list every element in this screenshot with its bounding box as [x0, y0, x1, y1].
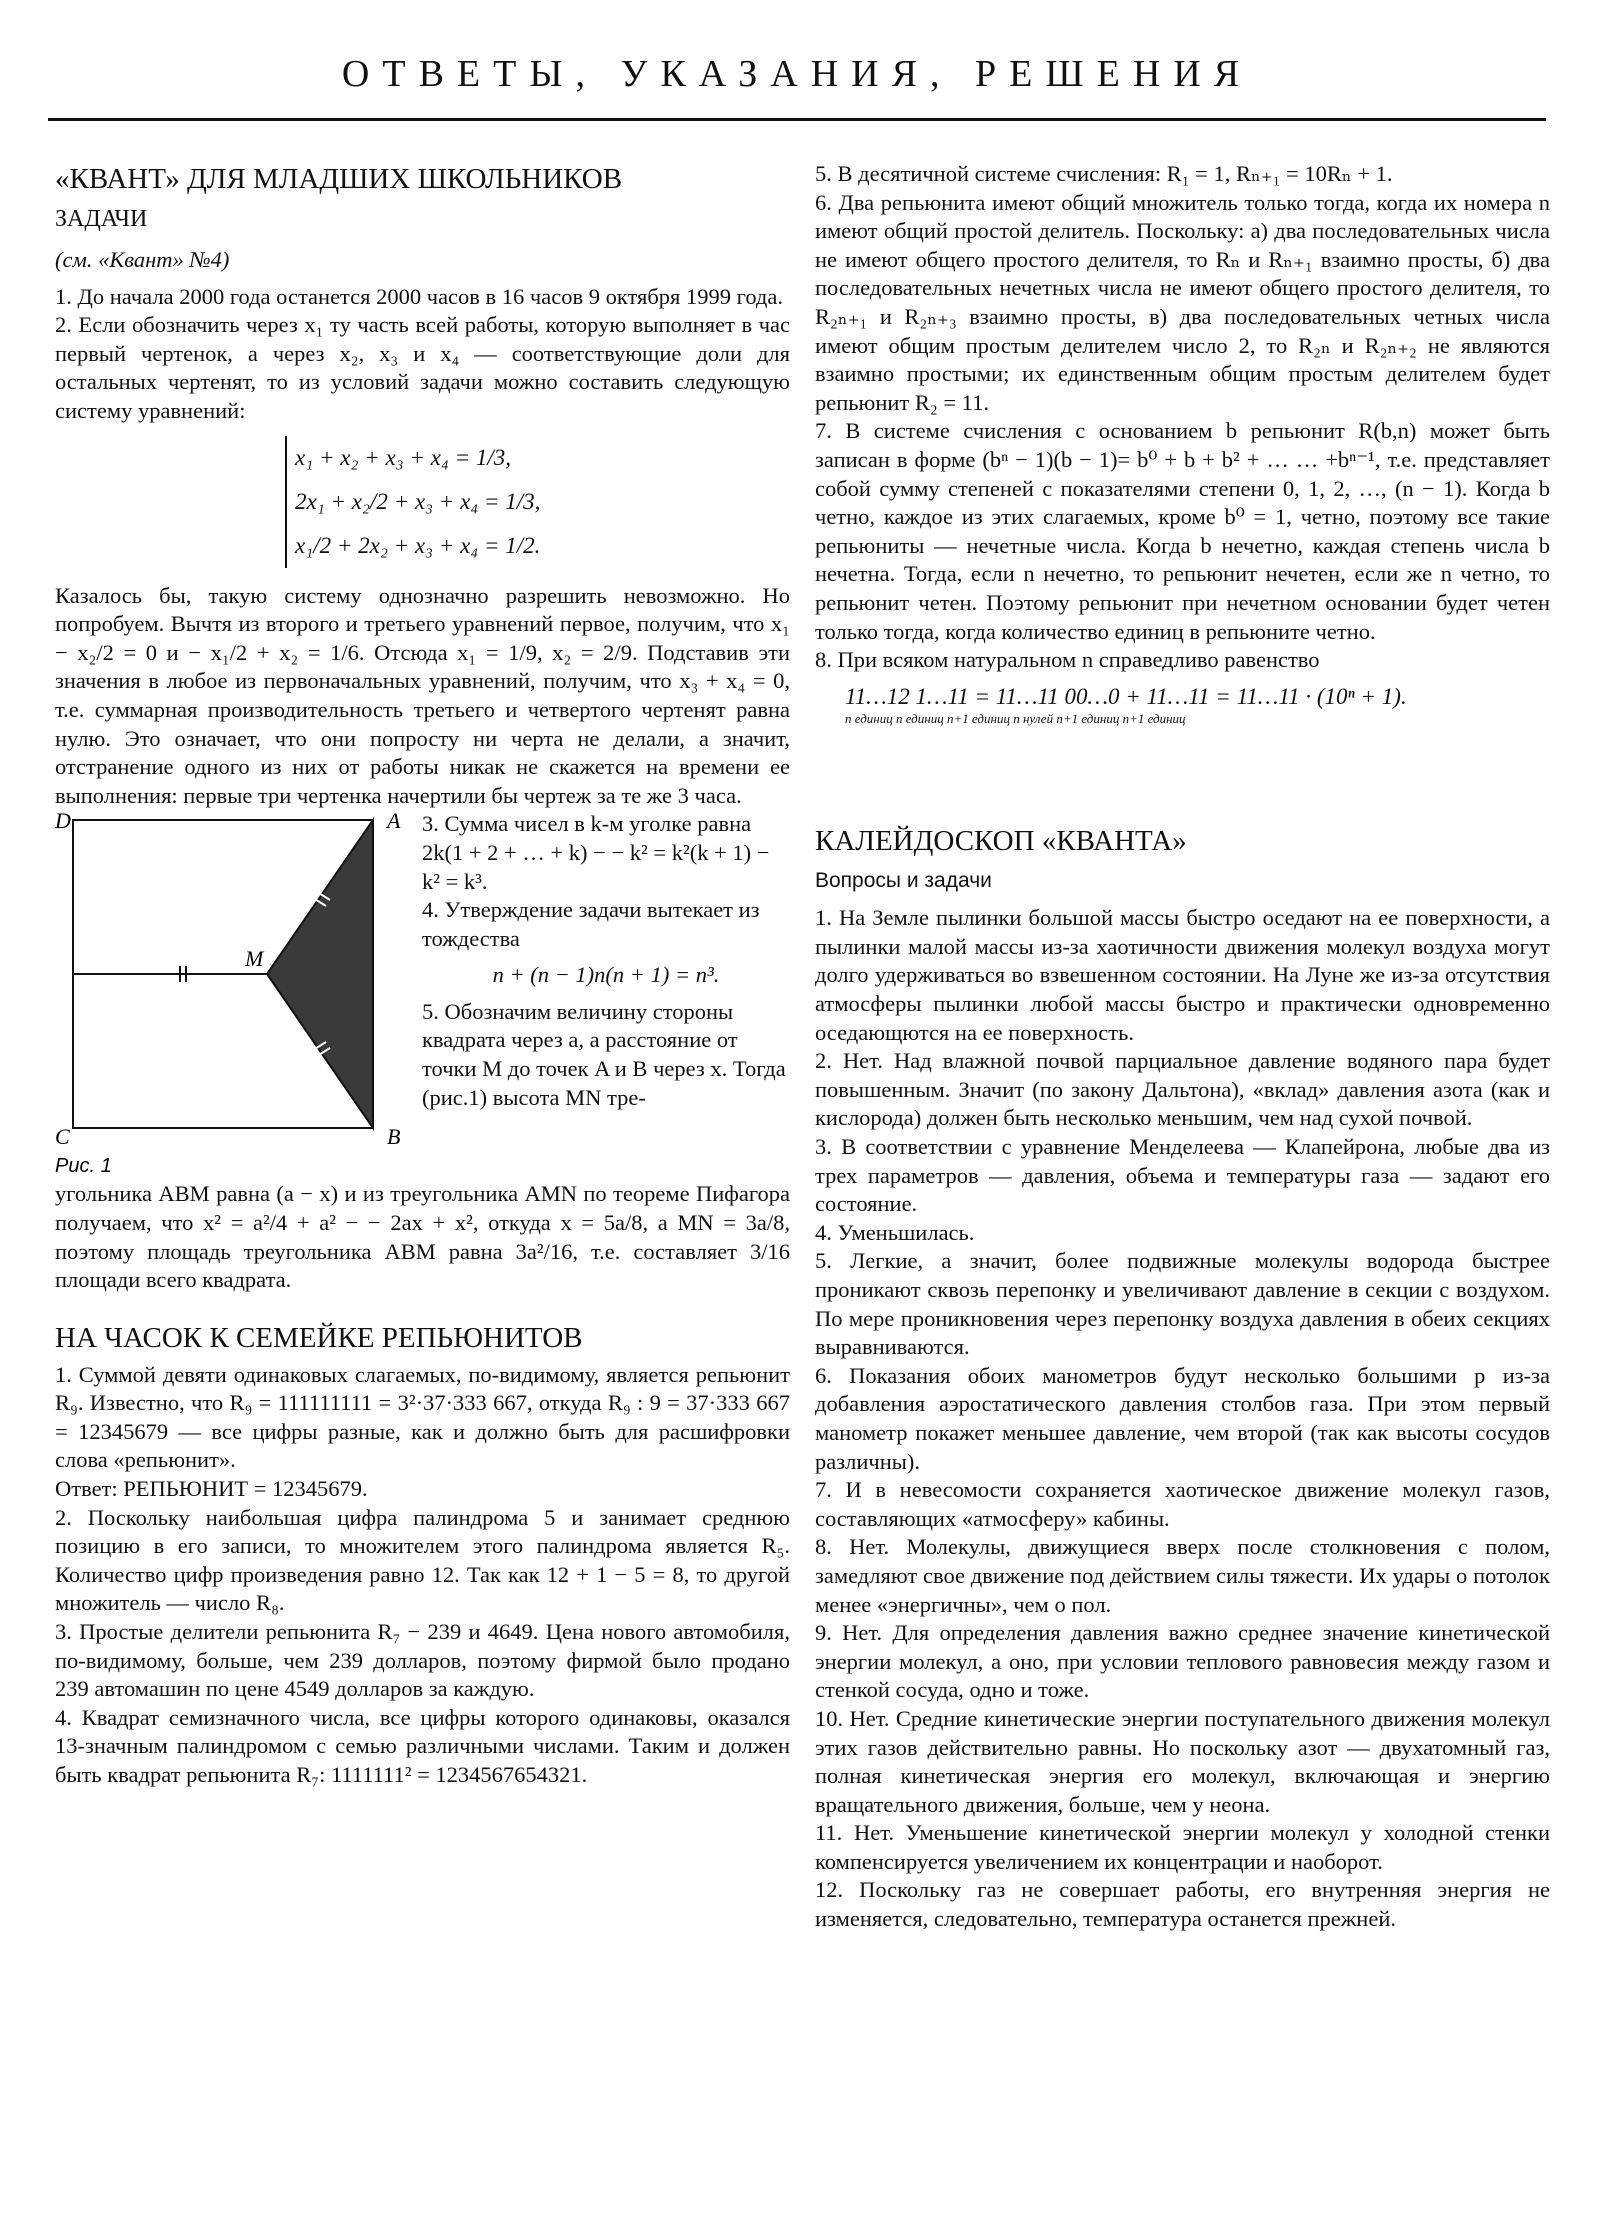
- issue-reference: (см. «Квант» №4): [55, 247, 230, 272]
- section-title-kvant-junior: «КВАНТ» ДЛЯ МЛАДШИХ ШКОЛЬНИКОВ: [55, 163, 623, 195]
- kaleidoscope-10: 10. Нет. Средние кинетические энергии поступательного движения молекул этих газов действительно равны. Но поскольку азот — двухатомный газ, полная кинетическая энергия его молекул, включающая и энергию вращательного движения, больше, чем у неона.: [815, 1705, 1550, 1817]
- subsection-title-problems: ЗАДАЧИ: [55, 206, 148, 232]
- repunit-8-equality: 11…12 1…11 = 11…11 00…0 + 11…11 = 11…11 · (10ⁿ + 1).: [845, 683, 1407, 709]
- label-a: A: [387, 810, 401, 834]
- kaleidoscope-9: 9. Нет. Для определения давления важно среднее значение кинетической энергии молекул, а оно, при условии теплового равновесия между газом и стенкой сосуда, одно и тоже.: [815, 1620, 1550, 1703]
- section-title-kaleidoscope: КАЛЕЙДОСКОП «КВАНТА»: [815, 825, 1187, 858]
- repunit-8: 8. При всяком натуральном n справедливо равенство: [815, 647, 1320, 673]
- kaleidoscope-3: 3. В соответствии с уравнение Менделеева — Клапейрона, любые два из трех параметров — давления, объема и температуры газа — задают его состояние.: [815, 1134, 1550, 1217]
- figure-caption: Рис. 1: [55, 1155, 112, 1178]
- answer-5-rest: угольника ABM равна (a − x) и из треугольника AMN по теореме Пифагора получаем, что x² = a²/4 + a² − − 2ax + x², откуда x = 5a/8, а MN = 3a/8, поэтому площадь треугольника ABM равна 3a²/16, т.е. составляет 3/16 площади всего квадрата.: [55, 1181, 790, 1293]
- figure-side-text: [422, 810, 790, 1112]
- repunit-5: 5. В десятичной системе счисления: R₁ = 1, Rₙ₊₁ = 10Rₙ + 1.: [815, 161, 1393, 186]
- equation-system: [285, 436, 585, 568]
- left-column: [55, 160, 790, 1790]
- repunit-7: 7. В системе счисления с основанием b репьюнит R(b,n) может быть записан в форме (bⁿ − 1)(b − 1)= b⁰ + b + b² + … … +bⁿ⁻¹, т.е. представляет собой сумму степеней с показателями степени 0, 1, 2, …, (n − 1). Когда b четно, каждое из этих слагаемых, кроме b⁰ = 1, четно, поэтому все такие репьюниты — нечетные числа. Когда b нечетно, каждая степень числа b нечетна. Тогда, если n нечетно, то репьюнит нечетен, если же n четно, то репьюнит четен. Поэтому репьюнит при нечетном основании будет четен только тогда, когда количество единиц в репьюните четно.: [815, 418, 1550, 644]
- header-rule: [48, 118, 1546, 121]
- kaleidoscope-11: 11. Нет. Уменьшение кинетической энергии молекул у холодной стенки компенсируется увеличением их концентрации и наоборот.: [815, 1820, 1550, 1874]
- equation-2: 2x₁ + x₂/2 + x₃ + x₄ = 1/3,: [295, 488, 541, 514]
- label-m: M: [245, 946, 264, 972]
- kaleidoscope-6: 6. Показания обоих манометров будут несколько большими p из-за добавления аэростатического давления столбов газа. При этом первый манометр покажет меньшее давление, чем второй (так как высоты сосудов различны).: [815, 1362, 1550, 1474]
- repunit-4: 4. Квадрат семизначного числа, все цифры которого одинаковы, оказался 13-значным палиндромом с семью различными числами. Таким и должен быть квадрат репьюнита R₇: 1111111² = 1234567654321.: [55, 1704, 790, 1787]
- page-header: ОТВЕТЫ, УКАЗАНИЯ, РЕШЕНИЯ: [341, 53, 1253, 95]
- answer-3: 3. Сумма чисел в k-м уголке равна 2k(1 + 2 + … + k) − − k² = k²(k + 1) − k² = k³.: [422, 811, 770, 894]
- figure-1-square-diagram: [55, 810, 415, 1180]
- subsection-questions: Вопросы и задачи: [815, 869, 992, 893]
- repunit-6: 6. Два репьюнита имеют общий множитель только тогда, когда их номера n имеют общий простой делитель. Поскольку: а) два последовательных числа не имеют общего простого делителя, то Rₙ и Rₙ₊₁ взаимно просты, б) два последовательных нечетных числа не имеют общего простого делителя, то R₂ₙ₊₁ и R₂ₙ₊₃ взаимно просты, в) два последовательных четных числа имеют общим простым делителем число 2, то R₂ₙ и R₂ₙ₊₂ не являются взаимно простыми; их единственным общим простым делителем будет репьюнит R₂ = 11.: [815, 189, 1550, 415]
- label-c: C: [55, 1124, 70, 1150]
- repunit-1: 1. Суммой девяти одинаковых слагаемых, по-видимому, является репьюнит R₉. Известно, что R₉ = 111111111 = 3²·37·333 667, откуда R₉ : 9 = 37·333 667 = 12345679 — все цифры разные, как и должно быть для расшифровки слова «репьюнит».: [55, 1361, 790, 1473]
- kaleidoscope-1: 1. На Земле пылинки большой массы быстро оседают на ее поверхности, а пылинки малой массы из-за хаотичности движения молекул воздуха могут долго удерживаться во взвешенном состоянии. На Луне же из-за отсутствия атмосферы пылинки любой массы быстро и практически одновременно оседающются на ее поверхность.: [815, 905, 1550, 1045]
- label-b: B: [387, 1124, 401, 1150]
- answer-5-start: 5. Обозначим величину стороны квадрата через a, а расстояние от точки M до точек A и B через x. Тогда (рис.1) высота MN тре-: [422, 998, 786, 1110]
- kaleidoscope-5: 5. Легкие, а значит, более подвижные молекулы водорода быстрее проникают сквозь перепонку и увеличивают давление в секции с воздухом. По мере проникновения через перепонку воздуха давления в обеих секциях выравниваются.: [815, 1248, 1550, 1360]
- kaleidoscope-12: 12. Поскольку газ не совершает работы, его внутренняя энергия не изменяется, следовательно, температура останется прежней.: [815, 1877, 1550, 1932]
- figure-block: [55, 810, 790, 1180]
- repunit-2: 2. Поскольку наибольшая цифра палиндрома 5 и занимает среднюю позицию в его записи, то множителем этого палиндрома является R₅. Количество цифр произведения равно 12. Так как 12 + 1 − 5 = 8, то другой множитель — число R₈.: [55, 1504, 790, 1616]
- kaleidoscope-7: 7. И в невесомости сохраняется хаотическое движение молекул газов, составляющих «атмосферу» кабины.: [815, 1477, 1550, 1531]
- label-d: D: [55, 810, 71, 834]
- equation-1: x₁ + x₂ + x₃ + x₄ = 1/3,: [295, 444, 512, 470]
- answer-4-identity: n + (n − 1)n(n + 1) = n³.: [492, 962, 720, 988]
- kaleidoscope-4: 4. Уменьшилась.: [815, 1219, 975, 1245]
- kaleidoscope-2: 2. Нет. Над влажной почвой парциальное давление водяного пара будет повышенным. Значит (по закону Дальтона), «вклад» давления азота (как и кислорода) должен быть несколько меньшим, чем над сухой почвой.: [815, 1048, 1550, 1131]
- equation-3: x₁/2 + 2x₂ + x₃ + x₄ = 1/2.: [295, 532, 541, 558]
- answer-2: 2. Если обозначить через x₁ ту часть всей работы, которую выполняет в час первый чертенок, а через x₂, x₃ и x₄ — соответствующие доли для остальных чертенят, то из условий задачи можно составить следующую систему уравнений:: [55, 312, 790, 423]
- repunit-3: 3. Простые делители репьюнита R₇ − 239 и 4649. Цена нового автомобиля, по-видимому, больше, чем 239 долларов, поэтому фирмой было продано 239 автомашин по цене 4549 долларов за каждую.: [55, 1619, 790, 1702]
- section-title-repunits: НА ЧАСОК К СЕМЕЙКЕ РЕПЬЮНИТОВ: [55, 1321, 583, 1354]
- answer-2-solution: Казалось бы, такую систему однозначно разрешить невозможно. Но попробуем. Вычтя из второго и третьего уравнений первое, получим, что x₁ − x₂/2 = 0 и − x₁/2 + x₂ = 1/6. Отсюда x₁ = 1/9, x₂ = 2/9. Подставив эти значения в любое из первоначальных уравнений, получим, что x₃ + x₄ = 0, т.е. суммарная производительность третьего и четвертого чертенят равна нулю. Это означает, что они попросту ни черта не делали, а значит, отстранение одного из них от работы никак не скажется на времени ее выполнения: первые три чертенка начертили бы чертеж за те же 3 часа.: [55, 582, 790, 808]
- answer-1: 1. До начала 2000 года останется 2000 часов в 16 часов 9 октября 1999 года.: [55, 283, 783, 309]
- triangle-abm: [267, 820, 373, 1128]
- answer-4: 4. Утверждение задачи вытекает из тождества: [422, 897, 760, 951]
- kaleidoscope-8: 8. Нет. Молекулы, движущиеся вверх после столкновения с полом, замедляют свое движение под действием силы тяжести. Их удары о потолок менее «энергичны», чем о пол.: [815, 1534, 1550, 1617]
- right-column: [815, 160, 1550, 1934]
- repunit-8-labels: n единиц n единиц n+1 единиц n нулей n+1 единиц n+1 единиц: [845, 711, 1186, 727]
- repunit-1-answer: Ответ: РЕПЬЮНИТ = 12345679.: [55, 1476, 368, 1502]
